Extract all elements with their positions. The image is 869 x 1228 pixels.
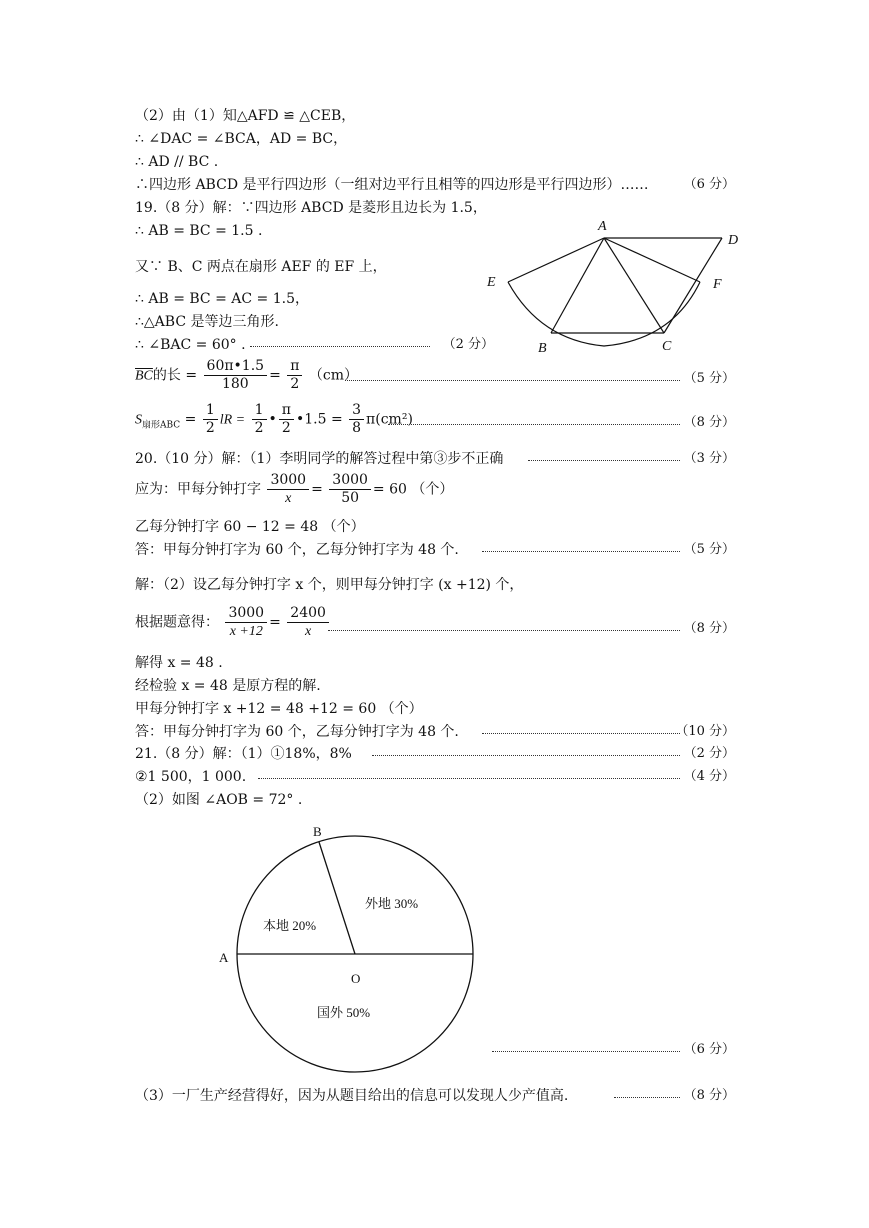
denominator: 2 — [254, 420, 264, 436]
arc-ef — [508, 282, 700, 346]
q21-angle: （2）如图 ∠AOB = 72° . — [135, 792, 303, 808]
denominator: 50 — [341, 490, 360, 506]
denominator: 180 — [221, 376, 249, 392]
numerator: 3000 — [267, 472, 309, 490]
pie-label-b: B — [313, 824, 322, 839]
q20-answer-1: 答：甲每分钟打字为 60 个，乙每分钟打字为 48 个. — [135, 542, 459, 558]
line-2: ∴ ∠DAC = ∠BCA，AD = BC， — [135, 131, 348, 147]
q20-equation: 根据题意得： $\frac{3000}{x +12}$ = $\frac{2400}{x}$ — [135, 605, 331, 640]
line-angle-bac: ∴ ∠BAC = 60° . — [135, 337, 246, 353]
q20-answer-2: 答：甲每分钟打字为 60 个，乙每分钟打字为 48 个. — [135, 724, 459, 740]
numerator: 2400 — [287, 605, 329, 623]
denominator: x — [304, 624, 312, 639]
label-d: D — [728, 233, 739, 248]
line-3: ∴ AD // BC . — [135, 154, 219, 170]
label-c: C — [662, 339, 672, 354]
text: 根据题意得： — [135, 614, 219, 631]
q20-typing-a2: 甲每分钟打字 x +12 = 48 +12 = 60 （个） — [135, 701, 423, 717]
unit-cm: （cm） — [308, 367, 359, 384]
numerator: π — [279, 402, 294, 420]
denominator: 2 — [205, 420, 215, 436]
arc-length-text: 的长 = — [152, 367, 198, 384]
q21-values: ②1 500，1 000. — [135, 769, 247, 785]
numerator: 1 — [203, 402, 218, 420]
denominator: x — [285, 491, 292, 506]
score-5b: （5 分） — [683, 542, 735, 557]
radius-ob — [319, 842, 355, 954]
score-3: （3 分） — [683, 451, 735, 466]
area-symbol: S — [135, 412, 142, 428]
numerator: 3000 — [329, 472, 371, 490]
label-b: B — [538, 341, 547, 356]
pie-label-a: A — [219, 950, 229, 965]
sector-area-formula: $S_{扇形ABC}$ = $\frac{1}{2}$ lR = $\frac{1}{2}$ • $\frac{\pi}{2}$ •1.5 = $\frac{3}{8}$ π(cm²) — [135, 402, 413, 436]
denominator: x +12 — [229, 624, 263, 639]
pie-sector-abroad: 国外 50% — [317, 1005, 371, 1020]
pie-sector-local: 本地 20% — [263, 918, 317, 933]
score-2: （2 分） — [442, 337, 494, 352]
line-arc-ef: 又∵ B、C 两点在扇形 AEF 的 EF 上， — [135, 259, 387, 275]
q20-part2: 解：（2）设乙每分钟打字 x 个，则甲每分钟打字 (x +12) 个， — [135, 577, 524, 593]
lr-text: lR = — [219, 412, 246, 428]
q21-conclusion: （3）一厂生产经营得好，因为从题目给出的信息可以发现人少产值高. — [135, 1088, 569, 1104]
line-1: （2）由（1）知△AFD ≌ △CEB， — [135, 108, 356, 124]
numerator: 60π•1.5 — [204, 358, 268, 376]
sector-tail: •1.5 = — [295, 411, 343, 428]
score-8c: （8 分） — [683, 1088, 735, 1103]
segment-ab — [551, 238, 604, 333]
sector-unit: π(cm²) — [366, 411, 413, 428]
q19-header: 19.（8 分）解：∵四边形 ABCD 是菱形且边长为 1.5， — [135, 200, 487, 216]
score-5: （5 分） — [683, 371, 735, 386]
pie-sector-outside: 外地 30% — [365, 896, 419, 911]
arc-bc-label: $\overline{BC}$ — [135, 368, 153, 384]
line-equilateral: ∴△ABC 是等边三角形. — [135, 314, 279, 330]
text: = 60 （个） — [372, 481, 454, 498]
line-ab-bc-ac: ∴ AB = BC = AC = 1.5， — [135, 291, 309, 307]
denominator: 2 — [281, 420, 291, 436]
score-8b: （8 分） — [683, 621, 735, 636]
numerator: 3000 — [225, 605, 267, 623]
score-2b: （2 分） — [683, 746, 735, 761]
numerator: 1 — [252, 402, 267, 420]
label-e: E — [487, 275, 496, 290]
text: 应为：甲每分钟打字 — [135, 481, 261, 498]
line-ab-bc: ∴ AB = BC = 1.5 . — [135, 223, 263, 239]
line-4: ∴四边形 ABCD 是平行四边形（一组对边平行且相等的四边形是平行四边形）…… — [135, 177, 649, 193]
equals: = — [184, 411, 197, 428]
numerator: π — [287, 358, 302, 376]
q20-check: 经检验 x = 48 是原方程的解. — [135, 678, 321, 694]
score-4: （4 分） — [683, 769, 735, 784]
score-6b: （6 分） — [683, 1042, 735, 1057]
denominator: 2 — [290, 376, 300, 392]
q20-typing-a: 应为：甲每分钟打字 $\frac{3000}{x}$ = $\frac{3000}{50}$ = 60 （个） — [135, 472, 454, 506]
q21-header: 21.（8 分）解：（1）①18%，8% — [135, 746, 352, 762]
label-a: A — [598, 219, 607, 234]
denominator: 8 — [352, 420, 362, 436]
label-f: F — [713, 277, 722, 292]
numerator: 3 — [349, 402, 364, 420]
segment-ae — [508, 238, 604, 282]
score-10: （10 分） — [675, 724, 735, 739]
score-6: （6 分） — [683, 177, 735, 192]
q20-typing-b: 乙每分钟打字 60 − 12 = 48 （个） — [135, 519, 365, 535]
pie-label-o: O — [351, 971, 361, 986]
score-8: （8 分） — [683, 415, 735, 430]
q20-solve: 解得 x = 48 . — [135, 655, 223, 671]
area-subscript: 扇形ABC — [142, 420, 181, 431]
arc-length-formula: $\overline{BC}$的长 = $\frac{60\pi•1.5}{180}$ = $\frac{\pi}{2}$ （cm） — [135, 358, 359, 392]
q20-header: 20.（10 分）解：（1）李明同学的解答过程中第③步不正确 — [135, 451, 504, 467]
